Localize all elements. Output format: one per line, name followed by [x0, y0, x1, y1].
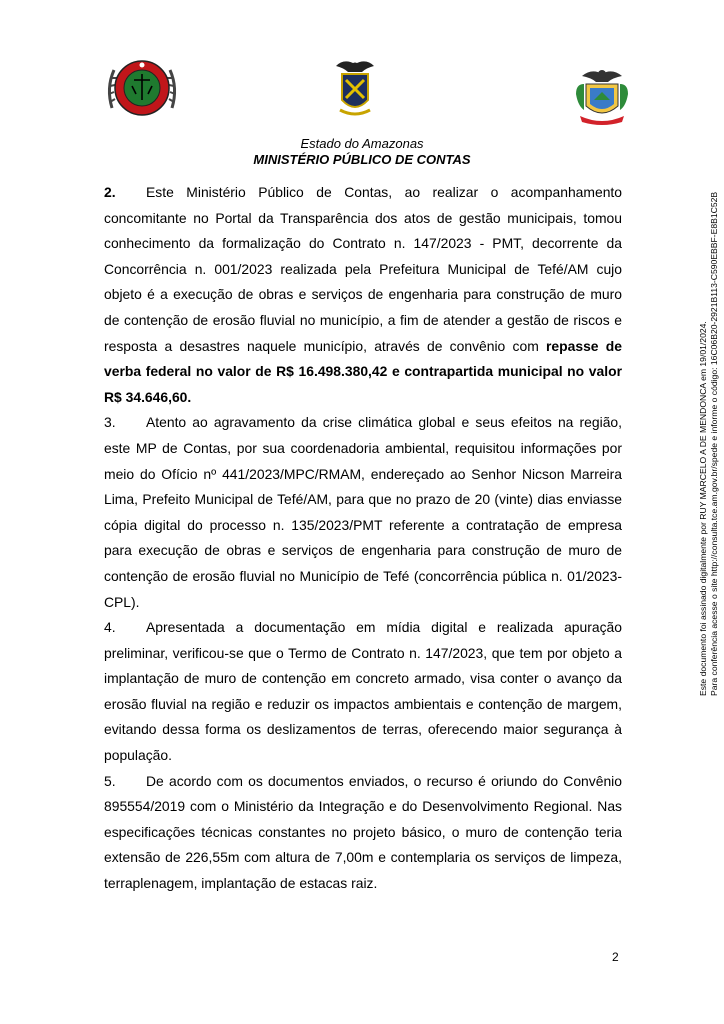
paragraph-2 [104, 180, 622, 410]
signature-note-line-2: Para conferência acesse o site http://consulta.tce.am.gov.br/spede e informe o código: 16C06B20-2921B113-C590EBBF-E8B1C52B [709, 191, 719, 696]
signature-note-line-1: Este documento foi assinado digitalmente por RUY MARCELO A DE MENDONCA em 19/01/2024. [698, 321, 708, 696]
paragraph-text: Atento ao agravamento da crise climática global e seus efeitos na região, este MP de Contas, por sua coordenadoria ambiental, requisitou informações por meio do Ofício nº 441/2023/MPC/RMAM, endereçado ao Senhor Nicson Marreira Lima, Prefeito Municipal de Tefé/AM, para que no prazo de 20 (vinte) dias enviasse cópia digital do processo n. 135/2023/PMT referente a contratação de empresa para execução de obras e serviços de engenharia para construção de muro de contenção de erosão fluvial no Município de Tefé (concorrência pública n. 01/2023-CPL). [104, 414, 622, 610]
paragraph-bold-text: repasse de verba federal no valor de R$ 16.498.380,42 e contrapartida municipal no valor R$ 34.646,60. [104, 337, 622, 405]
header-organization: MINISTÉRIO PÚBLICO DE CONTAS [253, 152, 471, 167]
page-number: 2 [612, 950, 619, 964]
paragraph-3 [104, 410, 622, 615]
paragraph-text: Apresentada a documentação em mídia digital e realizada apuração preliminar, verificou-se que o Termo de Contrato n. 147/2023, que tem por objeto a implantação de muro de contenção em concreto armado, visa conter o avanço da erosão fluvial na região e reduzir os impactos ambientais e contenção de margem, evitando dessa forma os deslizamentos de terras, oferecendo maior segurança à população. [104, 619, 622, 764]
left-seal-logo [104, 56, 180, 120]
paragraph-text: De acordo com os documentos enviados, o recurso é oriundo do Convênio 895554/2019 com o Ministério da Integração e do Desenvolvimento Regional. Nas especificações técnicas constantes no projeto básico, o muro de contenção teria extensão de 226,55m com altura de 7,00m e contemplaria os serviços de limpeza, terraplenagem, implantação de estacas raiz. [104, 772, 622, 892]
paragraph-5 [104, 769, 622, 897]
paragraph-number: 2. [104, 184, 116, 200]
paragraph-number: 4. [104, 619, 116, 636]
signature-note [698, 191, 719, 696]
paragraph-text: Este Ministério Público de Contas, ao realizar o acompanhamento concomitante no Portal da Transparência dos atos de gestão municipais, tomou conhecimento da formalização do Contrato n. 147/2023 - PMT, decorrente da Concorrência n. 001/2023 realizada pela Prefeitura Municipal de Tefé/AM cujo objeto é a execução de obras e serviços de engenharia para construção de muro de contenção de erosão fluvial no município, a fim de atender a gestão de riscos e resposta a desastres naquele município, através de convênio com [104, 184, 622, 354]
paragraph-4 [104, 615, 622, 769]
paragraph-number: 3. [104, 414, 116, 431]
header-state: Estado do Amazonas [300, 136, 424, 151]
right-coat-of-arms-logo [572, 64, 632, 126]
document-body [104, 180, 622, 897]
paragraph-number: 5. [104, 772, 116, 789]
center-coat-of-arms-logo [334, 56, 376, 118]
